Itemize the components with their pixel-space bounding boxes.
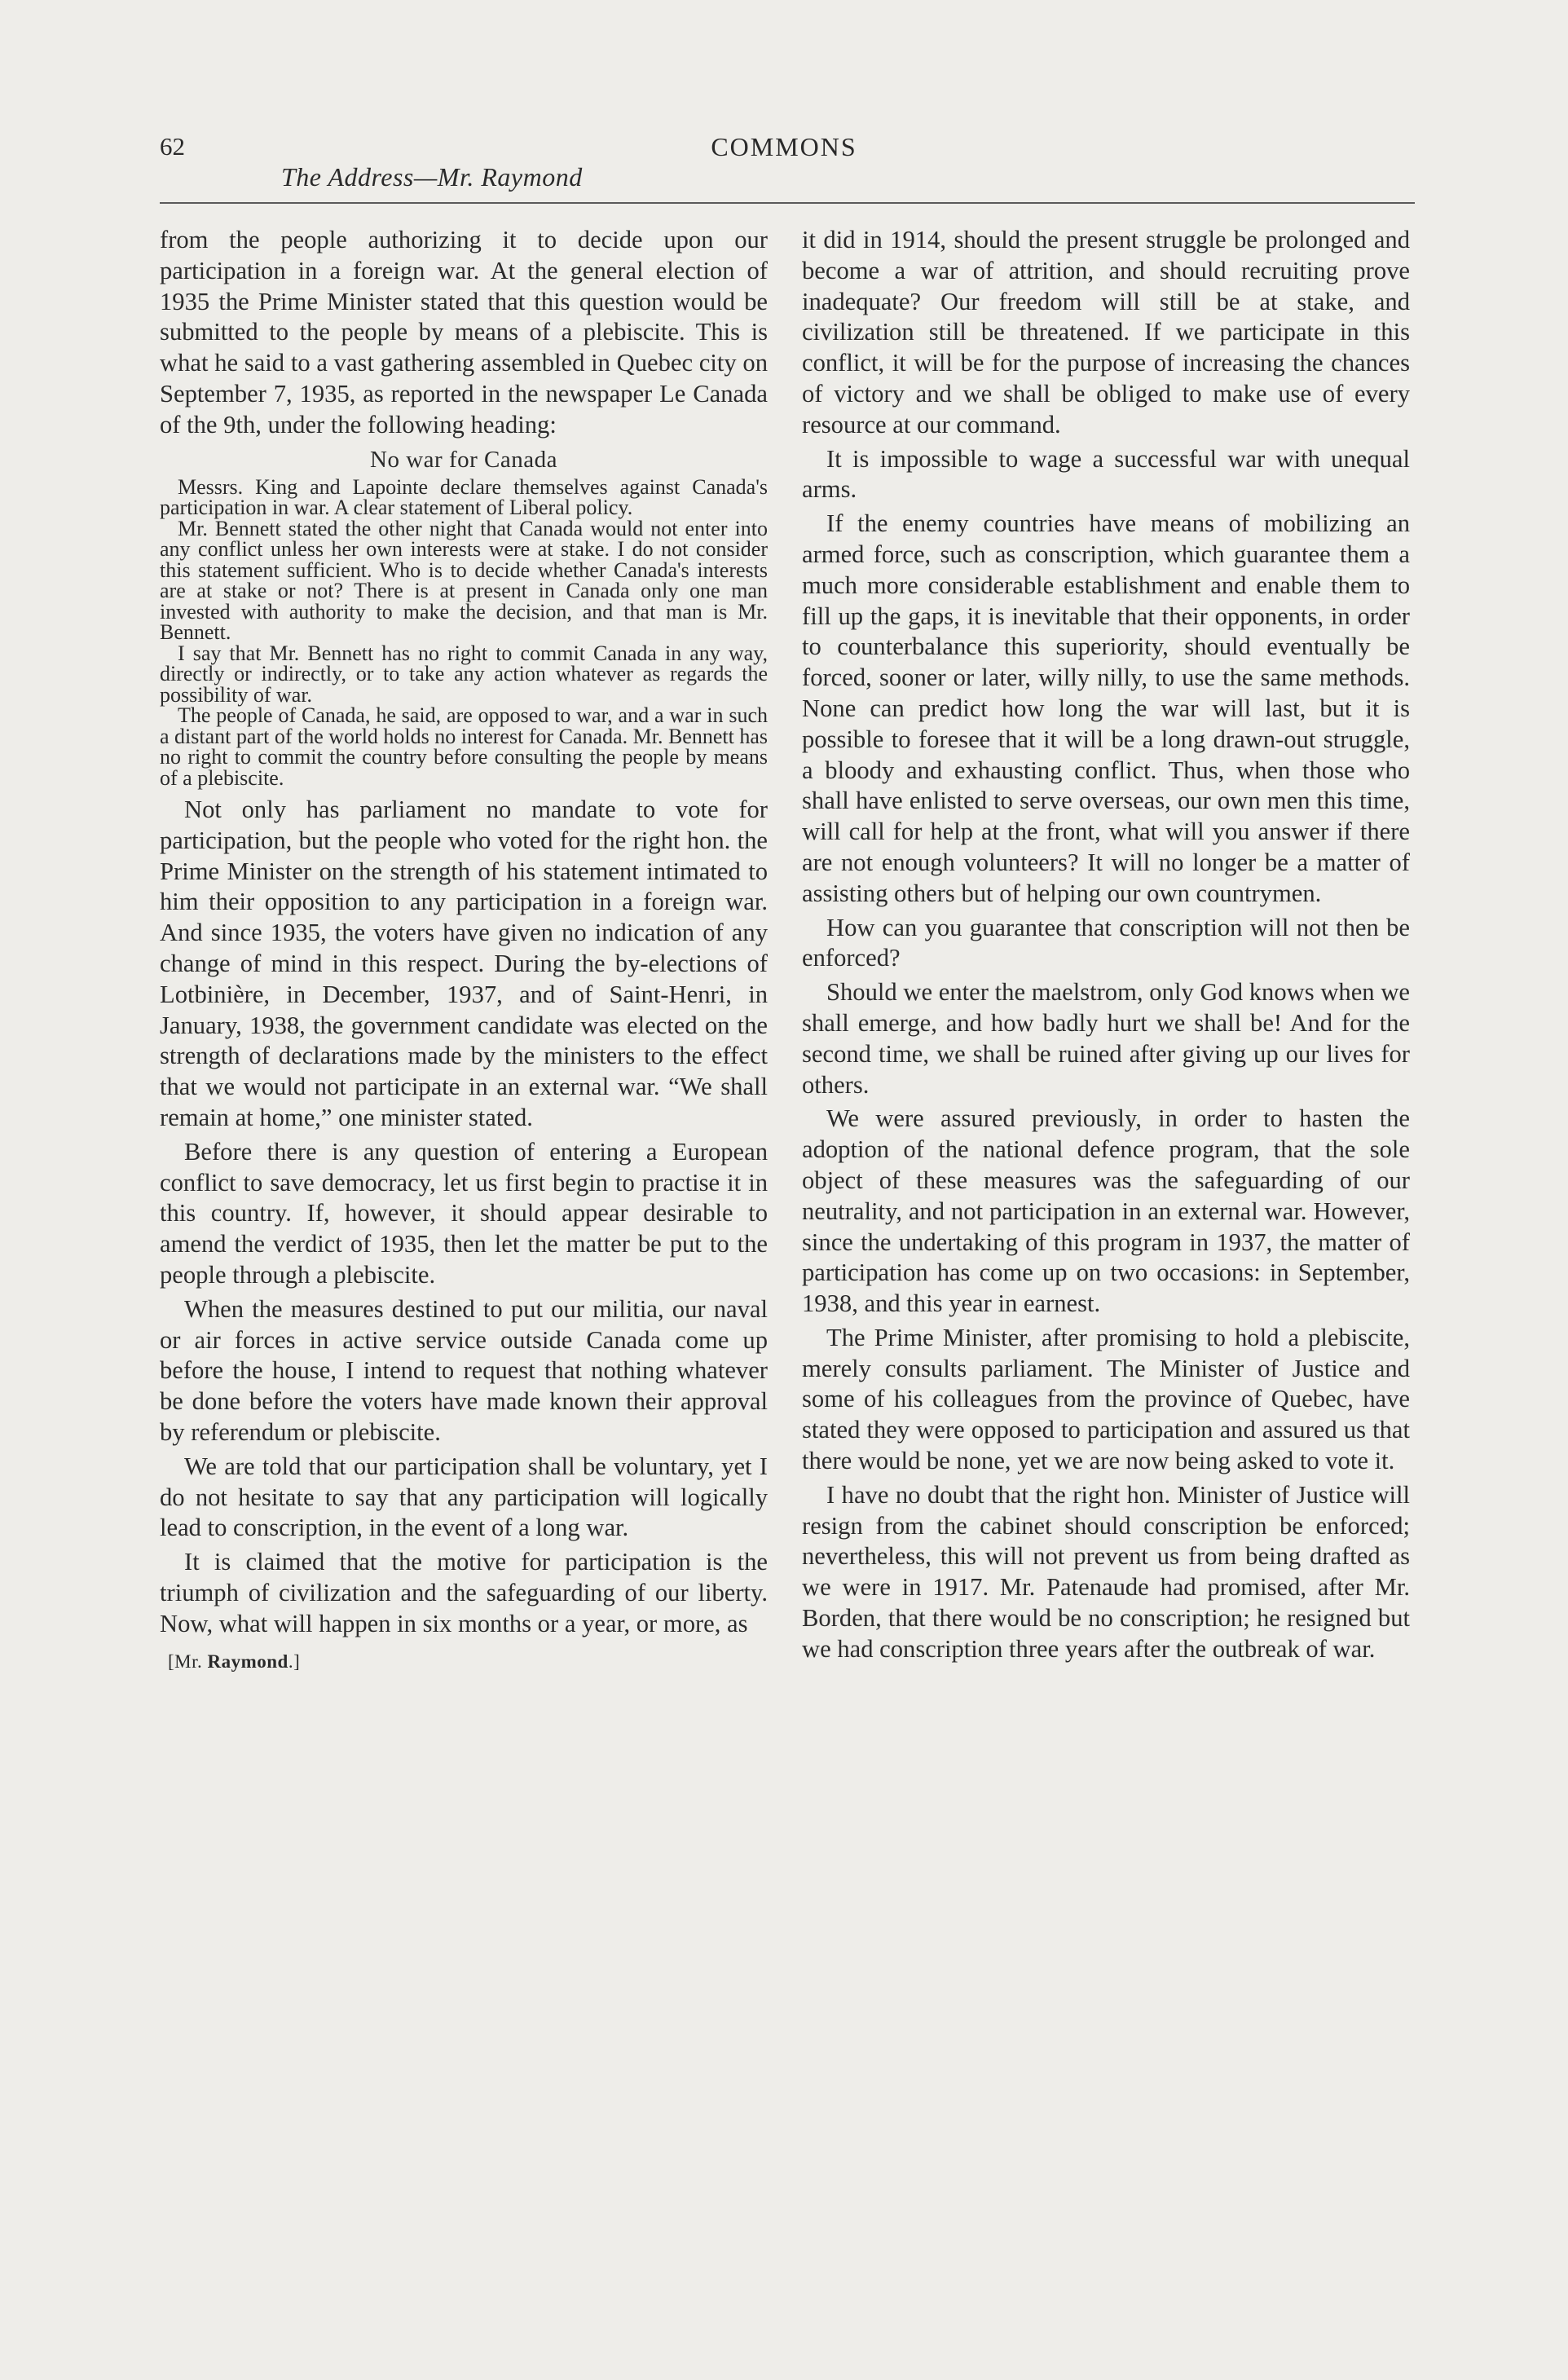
page-number: 62 — [160, 132, 185, 161]
left-column — [160, 225, 768, 1677]
paragraph: How can you guarantee that conscription will not then be enforced? — [802, 913, 1410, 972]
paragraph: Should we enter the maelstrom, only God knows when we shall emerge, and how badly hurt we shall be! And for the second time, we shall be ruined after giving up our lives for others. — [802, 978, 1410, 1099]
block-quote — [160, 444, 768, 789]
quote-paragraph: Mr. Bennett stated the other night that Canada would not enter into any conflict unless her own interests were at stake. I do not consider this statement sufficient. Who is to decide whether Canada's interests are at stake or not? There is at present in Canada only one man invested with authority to make the decision, and that man is Mr. Bennett. — [160, 516, 768, 645]
paragraph: I have no doubt that the right hon. Minister of Justice will resign from the cabinet should conscription be enforced; nevertheless, this will not prevent us from being drafted as we were in 1917. Mr. Patenaude had promised, after Mr. Borden, that there would be no conscription; he resigned but we had conscription three years after the outbreak of war. — [802, 1480, 1410, 1663]
paragraph: It is claimed that the motive for participation is the triumph of civilization and the safeguarding of our liberty. Now, what will happen in six months or a year, or more, as — [160, 1548, 768, 1637]
header-rule — [160, 202, 1415, 204]
running-subtitle: The Address—Mr. Raymond — [281, 162, 583, 192]
quote-title: No war for Canada — [370, 446, 557, 473]
paragraph: Before there is any question of entering a European conflict to save democracy, let us first begin to practise it in this country. If, however, it should appear desirable to amend the verdict of 1935, then let the matter be put to the people through a plebiscite. — [160, 1137, 768, 1289]
paragraph: When the measures destined to put our militia, our naval or air forces in active service outside Canada come up before the house, I intend to request that nothing whatever be done before the voters have made known their approval by referendum or plebiscite. — [160, 1294, 768, 1447]
speaker-attribution: [Mr. Raymond.] — [168, 1651, 301, 1672]
quote-paragraph: Messrs. King and Lapointe declare themselves against Canada's participation in war. A clear statement of Liberal policy. — [160, 474, 768, 520]
quote-paragraph: I say that Mr. Bennett has no right to commit Canada in any way, directly or indirectly, or to take any action whatever as regards the possibility of war. — [160, 641, 768, 707]
paragraph: We were assured previously, in order to hasten the adoption of the national defence program, that the sole object of these measures was the safeguarding of our neutrality, and not participation in an external war. However, since the undertaking of this program in 1937, the matter of participation has come up on two occasions: in September, 1938, and this year in earnest. — [802, 1104, 1410, 1318]
paragraph: The Prime Minister, after promising to hold a plebiscite, merely consults parliament. The Minister of Justice and some of his colleagues from the province of Quebec, have stated they were opposed to participation and assured us that there would be none, yet we are now being asked to vote it. — [802, 1323, 1410, 1475]
paragraph: Not only has parliament no mandate to vote for participation, but the people who voted for the right hon. the Prime Minister on the strength of his statement intimated to him their opposition to any participation in a foreign war. And since 1935, the voters have given no indication of any change of mind in this respect. During the by-elections of Lotbinière, in December, 1937, and of Saint-Henri, in January, 1938, the government candidate was elected on the strength of declarations made by the ministers to the effect that we would not participate in an external war. “We shall remain at home,” one minister stated. — [160, 796, 768, 1132]
right-column — [802, 225, 1410, 1668]
running-head: COMMONS — [711, 132, 857, 161]
paragraph: it did in 1914, should the present struggle be prolonged and become a war of attrition, and should recruiting prove inadequate? Our freedom will still be at stake, and civilization still be threatened. If we participate in this conflict, it will be for the purpose of increasing the chances of victory and we shall be obliged to make use of every resource at our command. — [802, 226, 1410, 439]
paragraph: If the enemy countries have means of mobilizing an armed force, such as conscription, which guarantee them a much more considerable establishment and enable them to fill up the gaps, it is inevitable that their opponents, in order to counterbalance this superiority, should eventually be forced, sooner or later, willy nilly, to use the same methods. None can predict how long the war will last, but it is possible to foresee that it will be a long drawn-out struggle, a bloody and exhausting conflict. Thus, when those who shall have enlisted to serve overseas, our own men this time, will call for help at the front, what will you answer if there are not enough volunteers? It will no longer be a matter of assisting others but of helping our own countrymen. — [802, 509, 1410, 907]
quote-paragraph: The people of Canada, he said, are opposed to war, and a war in such a distant part of the world holds no interest for Canada. Mr. Bennett has no right to commit the country before consulting the people by means of a plebiscite. — [160, 703, 768, 790]
paragraph: It is impossible to wage a successful war with unequal arms. — [802, 444, 1410, 504]
paragraph: We are told that our participation shall be voluntary, yet I do not hesitate to say that any participation will logically lead to conscription, in the event of a long war. — [160, 1452, 768, 1542]
paragraph: from the people authorizing it to decide upon our participation in a foreign war. At the general election of 1935 the Prime Minister stated that this question would be submitted to the people by means of a plebiscite. This is what he said to a vast gathering assembled in Quebec city on September 7, 1935, as reported in the newspaper Le Canada of the 9th, under the following heading: — [160, 226, 768, 439]
speaker-name: Raymond — [207, 1651, 288, 1672]
